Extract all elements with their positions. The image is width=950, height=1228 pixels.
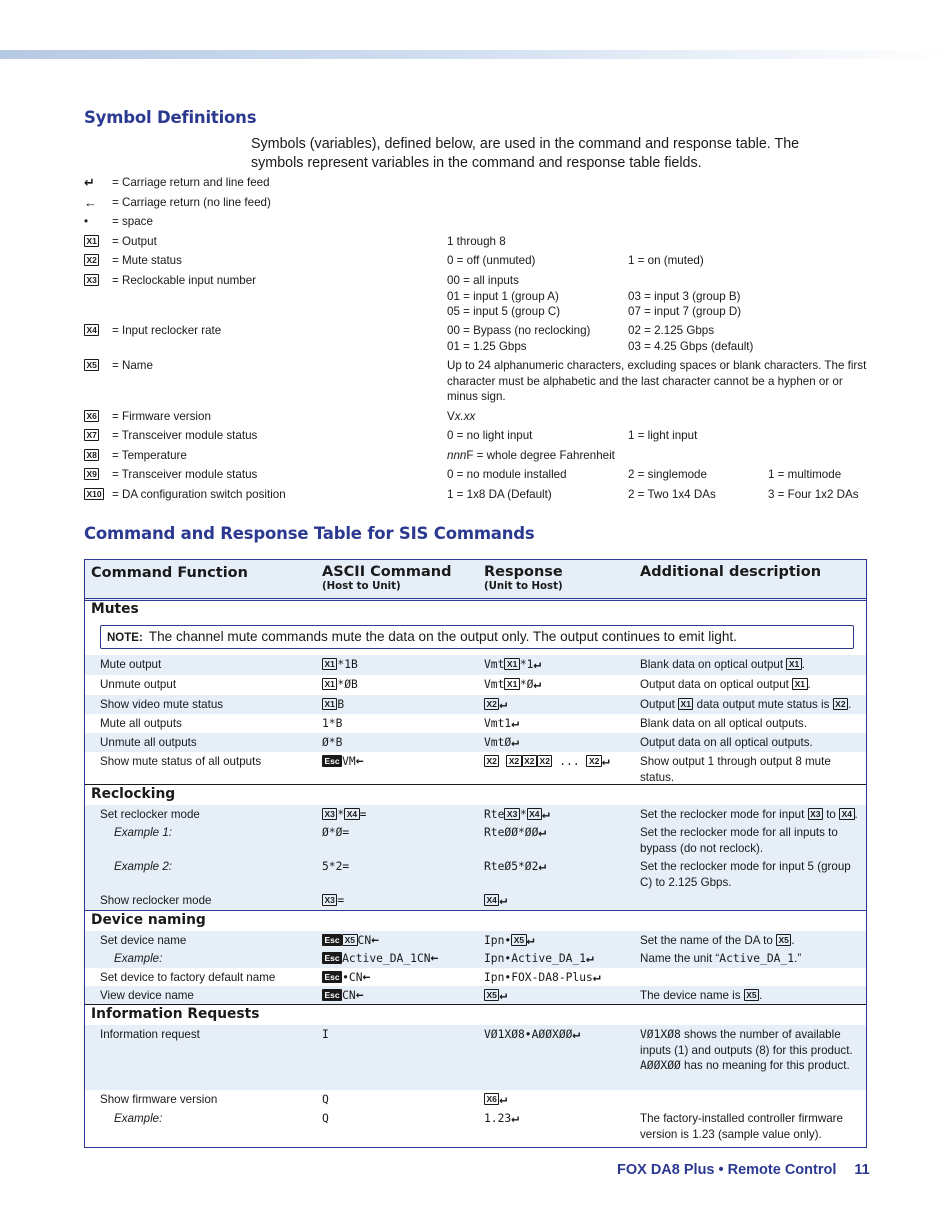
return-arrow-icon: ↵	[592, 970, 601, 985]
left-arrow-icon: ←	[355, 754, 364, 769]
header-command-function: Command Function	[91, 565, 248, 581]
header-response: Response (Unit to Host)	[484, 564, 563, 592]
table-row: Show firmware version Q X6 ↵	[100, 1092, 508, 1107]
header-ascii-command: ASCII Command (Host to Unit)	[322, 564, 452, 592]
table-row: Show reclocker mode X3 = X4 ↵	[100, 893, 508, 908]
return-arrow-icon: ↵	[601, 754, 610, 769]
x9-symbol: X9	[84, 468, 99, 480]
return-arrow-icon: ↵	[533, 657, 542, 672]
table-row: Example: Q 1.23↵ The factory-installed controller firmware version is 1.23 (sample value only).	[114, 1111, 843, 1141]
return-arrow-icon: ↵	[511, 716, 520, 731]
esc-key-icon: Esc	[322, 755, 342, 767]
left-arrow-icon: ←	[355, 988, 364, 1003]
table-row: Set device to factory default name Esc •CN← Ipn•FOX-DA8-Plus↵	[100, 970, 601, 985]
command-table-heading: Command and Response Table for SIS Commands	[84, 524, 535, 543]
esc-key-icon: Esc	[322, 952, 342, 964]
table-row: Mute output X1 *1B Vmt X1 *1↵ Blank data on optical output X1 .	[85, 655, 866, 675]
esc-key-icon: Esc	[322, 989, 342, 1001]
table-row: View device name Esc CN← X5 ↵ The device name is X5 .	[85, 986, 866, 1004]
return-arrow-icon: ↵	[499, 697, 508, 712]
esc-key-icon: Esc	[322, 971, 342, 983]
x1-symbol: X1	[84, 235, 99, 247]
table-header	[85, 560, 866, 601]
page-number: 11	[854, 1162, 870, 1178]
return-arrow-icon: ↵	[586, 951, 594, 966]
section-divider	[85, 784, 866, 785]
return-arrow-icon: ↵	[84, 175, 95, 190]
return-arrow-icon: ↵	[572, 1027, 581, 1042]
return-arrow-icon: ↵	[499, 1092, 508, 1107]
left-arrow-icon: ←	[84, 195, 97, 210]
section-reclocking: Reclocking	[91, 786, 176, 802]
esc-key-icon: Esc	[322, 934, 342, 946]
return-arrow-icon: ↵	[538, 859, 547, 874]
x8-symbol: X8	[84, 449, 99, 461]
return-arrow-icon: ↵	[499, 893, 508, 908]
symbol-definitions-heading: Symbol Definitions	[84, 108, 257, 127]
mutes-note: NOTE: The channel mute commands mute the data on the output only. The output continues to emit light.	[100, 625, 854, 649]
return-arrow-icon: ↵	[542, 807, 550, 822]
table-row: Information request I VØ1XØ8•AØØXØØ↵ VØ1XØ8 shows the number of available inputs (1) and outputs (8) for this product. AØØXØØ has no meaning for this product.	[85, 1025, 866, 1090]
section-divider	[85, 910, 866, 911]
section-divider	[85, 1004, 866, 1005]
return-arrow-icon: ↵	[538, 825, 547, 840]
left-arrow-icon: ←	[430, 951, 439, 966]
left-arrow-icon: ←	[362, 970, 371, 985]
footer-title: FOX DA8 Plus • Remote Control	[617, 1162, 837, 1178]
table-row: Unmute output X1 *ØB Vmt X1 *Ø↵ Output data on optical output X1 .	[100, 677, 811, 692]
return-arrow-icon: ↵	[511, 1111, 520, 1126]
x7-symbol: X7	[84, 429, 99, 441]
page-footer	[617, 1162, 870, 1178]
x10-symbol: X10	[84, 488, 104, 500]
x6-symbol: X6	[84, 410, 99, 422]
return-arrow-icon: ↵	[499, 988, 508, 1003]
return-arrow-icon: ↵	[533, 677, 542, 692]
table-row: Unmute all outputs Ø*B VmtØ↵ Output data on all optical outputs.	[85, 733, 866, 752]
sis-command-table	[84, 559, 867, 1148]
symbols-intro-paragraph: Symbols (variables), defined below, are used in the command and response table. The symbols represent variables in the command and response table fields.	[251, 136, 800, 171]
left-arrow-icon: ←	[371, 933, 379, 948]
bullet-icon: •	[84, 215, 89, 228]
header-gradient-bar	[0, 50, 950, 59]
table-row-group: Set device name Esc X5 CN← Ipn• X5 ↵ Set the name of the DA to X5 . Example: Esc Active_DA_1CN← Ipn•Active_DA_1↵ Name the unit “Active_DA_1.”	[85, 931, 866, 968]
header-additional-description: Additional description	[640, 564, 822, 580]
table-row: Show mute status of all outputs Esc VM← X2 X2 X2 X2 ... X2 ↵ Show output 1 through output 8 mute status.	[100, 754, 831, 784]
table-row-group: Set reclocker mode X3 * X4 = Rte X3 * X4 ↵ Set the reclocker mode for input X3 to X4 . Example 1: Ø*Ø= RteØØ*ØØ↵ Set the reclocker mode for all inputs to bypass (do not reclock). Example 2: 5*2= RteØ5*Ø2↵ Set the reclocker mode for input 5 (group C) to 2.125 Gbps.	[85, 805, 866, 910]
x3-symbol: X3	[84, 274, 99, 286]
return-arrow-icon: ↵	[526, 933, 535, 948]
section-device-naming: Device naming	[91, 912, 206, 928]
section-mutes: Mutes	[91, 601, 139, 617]
table-row: Mute all outputs 1*B Vmt1↵ Blank data on all optical outputs.	[100, 716, 807, 731]
section-information-requests: Information Requests	[91, 1006, 260, 1022]
return-arrow-icon: ↵	[511, 735, 520, 750]
x5-symbol: X5	[84, 359, 99, 371]
table-row: Show video mute status X1 B X2 ↵ Output X1 data output mute status is X2 .	[85, 695, 866, 714]
x4-symbol: X4	[84, 324, 99, 336]
x2-symbol: X2	[84, 254, 99, 266]
